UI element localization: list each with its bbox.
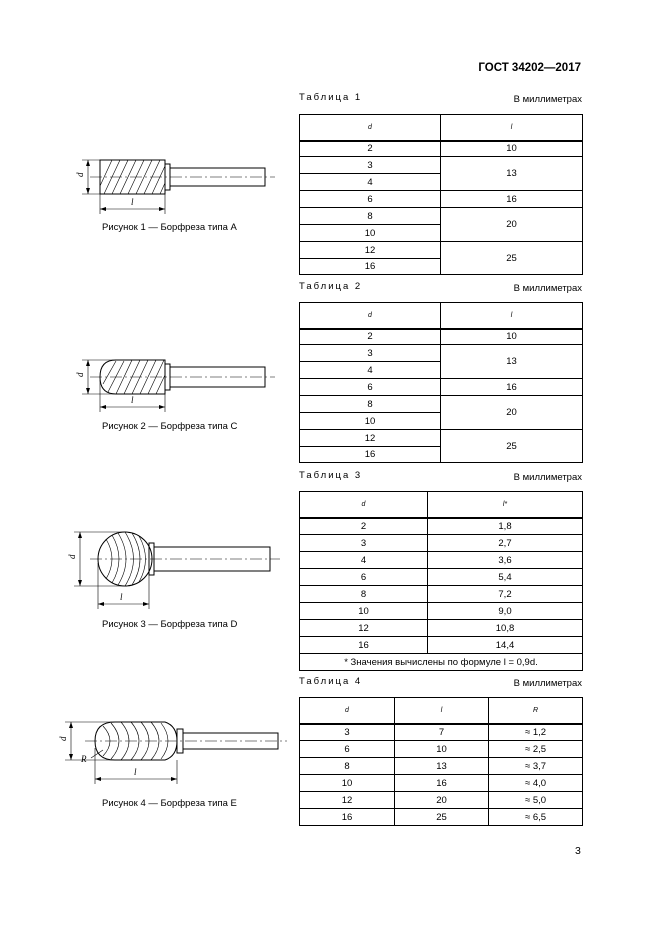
table-1-units: В миллиметрах (513, 94, 582, 105)
table-1-caption: Таблица 1 (299, 92, 363, 103)
figure-3-caption: Рисунок 3 — Борфреза типа D (102, 619, 238, 630)
table-cell: 2 (300, 518, 428, 535)
table-3 (299, 491, 583, 671)
standard-header: ГОСТ 34202—2017 (478, 62, 581, 74)
table-cell: 12 (300, 792, 395, 809)
page-number: 3 (575, 845, 581, 857)
figure-1-dim-l: l (131, 197, 134, 207)
table-cell: 7 (395, 724, 489, 741)
table-header-cell: l (441, 115, 583, 141)
table-cell: 1,8 (428, 518, 583, 535)
table-cell: 25 (441, 242, 583, 275)
table-cell: 10 (300, 603, 428, 620)
figure-4-drawing (55, 712, 295, 797)
table-cell: 20 (395, 792, 489, 809)
figure-4-caption: Рисунок 4 — Борфреза типа Е (102, 798, 237, 809)
table-cell: 10 (300, 225, 441, 242)
table-cell: 20 (441, 208, 583, 242)
table-cell: 4 (300, 174, 441, 191)
table-cell: 3 (300, 345, 441, 362)
table-3-units: В миллиметрах (513, 472, 582, 483)
table-cell: 10 (441, 329, 583, 345)
table-cell: ≈ 3,7 (489, 758, 583, 775)
table-cell: 16 (441, 379, 583, 396)
table-cell: 12 (300, 620, 428, 637)
table-cell: 16 (395, 775, 489, 792)
table-3-footnote: * Значения вычислены по формуле l = 0,9d. (300, 654, 583, 671)
table-header-cell: d (300, 303, 441, 329)
figure-1-dim-d: d (75, 172, 85, 177)
table-cell: 5,4 (428, 569, 583, 586)
figure-2-dim-d: d (75, 372, 85, 377)
table-cell: 6 (300, 379, 441, 396)
table-cell: 14,4 (428, 637, 583, 654)
figure-2-caption: Рисунок 2 — Борфреза типа С (102, 421, 238, 432)
table-cell: 7,2 (428, 586, 583, 603)
table-2-units: В миллиметрах (513, 283, 582, 294)
table-4-caption: Таблица 4 (299, 676, 363, 687)
table-4-units: В миллиметрах (513, 678, 582, 689)
table-cell: 10 (300, 413, 441, 430)
table-cell: 13 (395, 758, 489, 775)
table-header-cell: d (300, 115, 441, 141)
table-cell: 10 (441, 141, 583, 157)
figure-1-caption: Рисунок 1 — Борфреза типа А (102, 222, 237, 233)
table-cell: 25 (395, 809, 489, 826)
figure-4-dim-r: R (81, 754, 87, 764)
table-cell: 2,7 (428, 535, 583, 552)
table-cell: 10,8 (428, 620, 583, 637)
table-cell: 12 (300, 242, 441, 259)
table-cell: 13 (441, 345, 583, 379)
figure-1-drawing (60, 150, 290, 220)
table-2-caption: Таблица 2 (299, 281, 363, 292)
table-cell: ≈ 1,2 (489, 724, 583, 741)
table-cell: 16 (300, 637, 428, 654)
table-cell: ≈ 2,5 (489, 741, 583, 758)
figure-3-dim-l: l (120, 592, 123, 602)
table-cell: 8 (300, 586, 428, 603)
table-cell: ≈ 4,0 (489, 775, 583, 792)
table-1 (299, 114, 583, 275)
table-cell: ≈ 6,5 (489, 809, 583, 826)
table-cell: 4 (300, 552, 428, 569)
table-cell: 8 (300, 396, 441, 413)
table-header-cell: l (395, 698, 489, 724)
figure-3-drawing (60, 527, 290, 617)
table-cell: 13 (441, 157, 583, 191)
table-cell: 6 (300, 741, 395, 758)
figure-4-dim-d: d (58, 736, 68, 741)
table-cell: 12 (300, 430, 441, 447)
table-cell: 3,6 (428, 552, 583, 569)
table-cell: 16 (441, 191, 583, 208)
table-cell: 3 (300, 157, 441, 174)
table-cell: 16 (300, 809, 395, 826)
table-cell: 9,0 (428, 603, 583, 620)
table-cell: 4 (300, 362, 441, 379)
table-4 (299, 697, 583, 826)
table-cell: ≈ 5,0 (489, 792, 583, 809)
table-cell: 6 (300, 569, 428, 586)
figure-2-dim-l: l (131, 395, 134, 405)
table-cell: 2 (300, 329, 441, 345)
table-header-cell: l (441, 303, 583, 329)
figure-4-dim-l: l (134, 767, 137, 777)
table-cell: 16 (300, 259, 441, 275)
table-cell: 10 (395, 741, 489, 758)
figure-2-drawing (60, 350, 290, 420)
table-2 (299, 302, 583, 463)
figure-3-dim-d: d (67, 554, 77, 559)
table-cell: 25 (441, 430, 583, 463)
table-cell: 3 (300, 535, 428, 552)
table-cell: 6 (300, 191, 441, 208)
table-cell: 16 (300, 447, 441, 463)
table-cell: 8 (300, 208, 441, 225)
table-cell: 2 (300, 141, 441, 157)
table-cell: 20 (441, 396, 583, 430)
table-header-cell: l* (428, 492, 583, 518)
table-header-cell: R (489, 698, 583, 724)
table-3-caption: Таблица 3 (299, 470, 363, 481)
table-cell: 8 (300, 758, 395, 775)
table-cell: 10 (300, 775, 395, 792)
table-header-cell: d (300, 698, 395, 724)
table-cell: 3 (300, 724, 395, 741)
table-header-cell: d (300, 492, 428, 518)
